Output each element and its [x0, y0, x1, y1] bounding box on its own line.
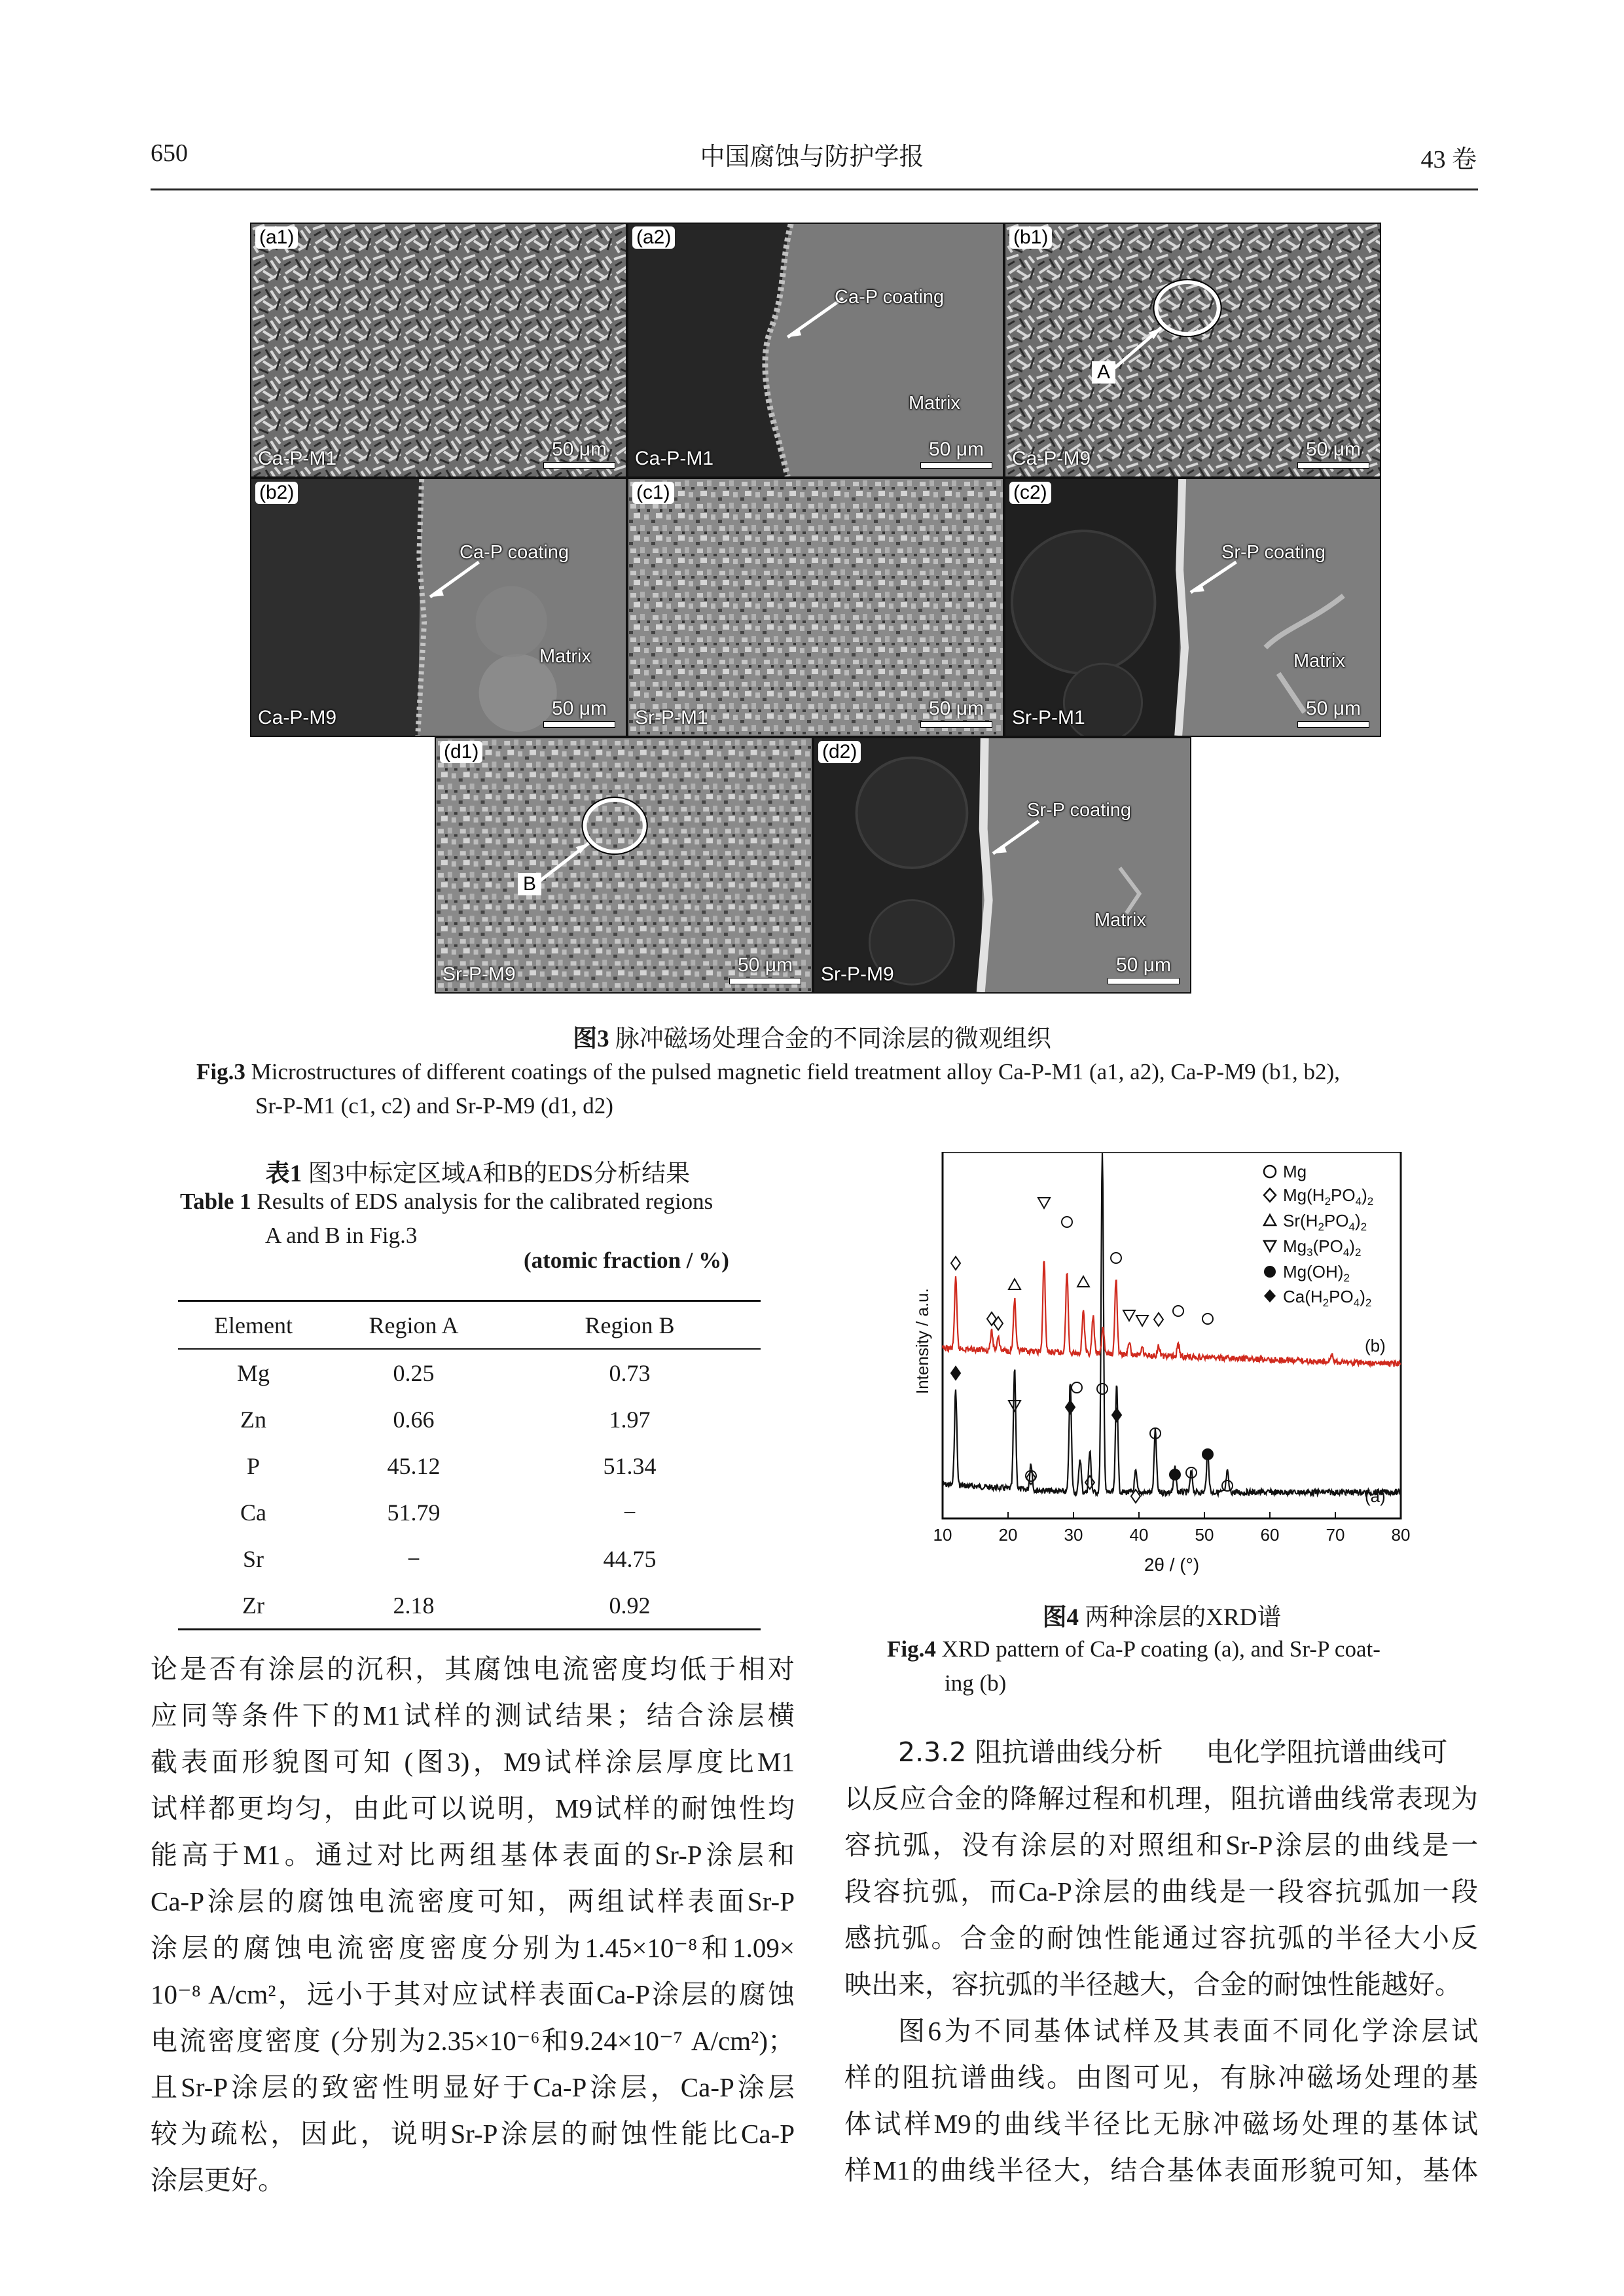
table1-unit: (atomic fraction / %)	[524, 1247, 729, 1273]
x-tick-label: 70	[1326, 1525, 1345, 1545]
table-header-region-b: Region B	[585, 1312, 675, 1338]
panel-label-a1: (a1)	[255, 226, 298, 249]
table1-title-cn: 表1 图3中标定区域A和B的EDS分析结果	[265, 1160, 691, 1187]
scale-bar-b1: 50 μm	[1297, 439, 1369, 469]
peak-marker	[1170, 1469, 1180, 1480]
legend-mg3po4: $Mg_3(PO_4)_2$	[1283, 1236, 1362, 1259]
x-tick-label: 60	[1260, 1525, 1280, 1545]
table-row: Ca 51.79 −	[240, 1499, 637, 1526]
sample-label-b2: Ca-P-M9	[258, 707, 337, 728]
matrix-label-d2: Matrix	[1094, 910, 1146, 931]
sample-label-d1: Sr-P-M9	[442, 963, 516, 985]
legend-marker-mgoh	[1264, 1266, 1276, 1278]
micrograph-c1	[627, 478, 1004, 737]
micrograph-b1	[1004, 223, 1381, 478]
table-row: Zr 2.18 0.92	[242, 1592, 651, 1619]
table-row: Mg 0.25 0.73	[236, 1359, 651, 1386]
sample-label-a1: Ca-P-M1	[258, 448, 337, 469]
panel-label-c1: (c1)	[632, 482, 674, 504]
coating-label-b2: Ca-P coating	[460, 542, 569, 563]
coating-label-c2: Sr-P coating	[1221, 542, 1326, 563]
scale-bar-d2: 50 μm	[1108, 954, 1180, 984]
scale-bar-c2: 50 μm	[1297, 698, 1369, 728]
plot-frame	[943, 1152, 1401, 1518]
series-label-b: (b)	[1365, 1336, 1386, 1355]
section-heading-2-3-2: 2.3.2 阻抗谱曲线分析	[898, 1736, 1163, 1768]
xrd-chart	[903, 1152, 1427, 1584]
sample-label-b1: Ca-P-M9	[1012, 448, 1091, 469]
legend-mg: Mg	[1283, 1162, 1307, 1181]
panel-label-a2: (a2)	[632, 226, 675, 249]
micrograph-c2	[1004, 478, 1381, 737]
series-label-a: (a)	[1365, 1486, 1386, 1506]
fig3-caption-cn: 图3 脉冲磁场处理合金的不同涂层的微观组织	[573, 1026, 1051, 1052]
panel-label-b2: (b2)	[255, 482, 298, 504]
header-rule	[151, 188, 1478, 190]
matrix-label-b2: Matrix	[539, 646, 591, 667]
fig4-caption-en: Fig.4 XRD pattern of Ca-P coating (a), and Sr-P coat- ing (b)	[887, 1636, 1380, 1696]
panel-label-c2: (c2)	[1009, 482, 1051, 504]
eds-table	[178, 1300, 761, 1630]
region-a-label: A	[1092, 361, 1115, 384]
left-body-text: 论是否有涂层的沉积，其腐蚀电流密度均低于相对 应同等条件下的M1试样的测试结果；结合涂层横 截表面形貌图可知 (图3)，M9试样涂层厚度比M1 试样都更均匀，由此可以说明，M9试样的耐蚀性均 能高于M1。通过对比两组基体表面的Sr-P涂层和 Ca-P涂层的腐蚀电流密度可知，两组试样表面Sr-P 涂层的腐蚀电流密度密度分别为1.45×10⁻⁸和1.09× 10⁻⁸ A/cm²，远小于其对应试样表面Ca-P涂层的腐蚀 电流密度密度 (分别为2.35×10⁻⁶和9.24×10⁻⁷ A/cm²)； 且Sr-P涂层的致密性明显好于Ca-P涂层，Ca-P涂层 较为疏松，因此，说明Sr-P涂层的耐蚀性能比Ca-P 涂层更好。	[151, 1654, 795, 2195]
region-b-label: B	[518, 873, 541, 895]
scale-bar-d1: 50 μm	[729, 954, 801, 984]
legend-mgh2po4: $Mg(H_2PO_4)_2$	[1283, 1185, 1374, 1208]
table-row: Zn 0.66 1.97	[240, 1406, 651, 1433]
right-body-text: 2.3.2 阻抗谱曲线分析 电化学阻抗谱曲线可 以反应合金的降解过程和机理，阻抗谱曲线常表现为 容抗弧，没有涂层的对照组和Sr-P涂层的曲线是一 段容抗弧，而Ca-P涂层的曲线是一段容抗弧加一段 感抗弧。合金的耐蚀性能通过容抗弧的半径大小反 映出来，容抗弧的半径越大，合金的耐蚀性能越好。 图6为不同基体试样及其表面不同化学涂层试 样的阻抗谱曲线。由图可见，有脉冲磁场处理的基 体试样M9的曲线半径比无脉冲磁场处理的基体试 样M1的曲线半径大，结合基体表面形貌可知，基体	[844, 1736, 1478, 2185]
table-header-region-a: Region A	[369, 1312, 459, 1338]
x-tick-label: 80	[1391, 1525, 1411, 1545]
matrix-label-a2: Matrix	[909, 393, 960, 414]
sample-label-d2: Sr-P-M9	[821, 963, 894, 985]
micrograph-a2	[627, 223, 1004, 478]
table-row: Sr − 44.75	[242, 1545, 657, 1572]
x-tick-label: 40	[1129, 1525, 1149, 1545]
peak-marker	[1202, 1449, 1213, 1460]
x-tick-label: 10	[933, 1525, 952, 1545]
micrograph-d1	[435, 737, 813, 994]
x-axis-label: 2θ / (°)	[1144, 1554, 1200, 1575]
panel-label-d2: (d2)	[818, 741, 861, 763]
journal-title: 中国腐蚀与防护学报	[700, 143, 924, 171]
micrograph-d2	[813, 737, 1191, 994]
scale-bar-c1: 50 μm	[920, 698, 992, 728]
table-header-element: Element	[214, 1312, 293, 1338]
sample-label-c2: Sr-P-M1	[1012, 707, 1085, 728]
x-tick-label: 50	[1195, 1525, 1214, 1545]
sample-label-c1: Sr-P-M1	[635, 707, 708, 728]
fig4-caption-cn: 图4 两种涂层的XRD谱	[1042, 1604, 1282, 1631]
micrograph-a1	[250, 223, 627, 478]
y-axis-label: Intensity / a.u.	[912, 1288, 932, 1394]
legend-srh2po4: $Sr(H_2PO_4)_2$	[1283, 1211, 1367, 1233]
scale-bar-a1: 50 μm	[543, 439, 615, 469]
table1-title-en: Table 1 Results of EDS analysis for the calibrated regions A and B in Fig.3	[180, 1189, 713, 1248]
legend-cah2po4: $Ca(H_2PO_4)_2$	[1283, 1287, 1372, 1309]
fig3-caption-en: Fig.3 Microstructures of different coatings of the pulsed magnetic field treatment alloy Ca-P-M1 (a1, a2), Ca-P-M9 (b1, b2), Sr-P-M1 (c1, c2) and Sr-P-M9 (d1, d2)	[196, 1059, 1340, 1119]
page-number: 650	[151, 139, 188, 167]
scale-bar-a2: 50 μm	[920, 439, 992, 469]
legend-mgoh: $Mg(OH)_2$	[1283, 1262, 1350, 1284]
volume-number: 43 卷	[1420, 146, 1477, 173]
sample-label-a2: Ca-P-M1	[635, 448, 714, 469]
coating-label-d2: Sr-P coating	[1027, 800, 1132, 821]
table-row: P 45.12 51.34	[246, 1452, 657, 1479]
matrix-label-c2: Matrix	[1293, 651, 1345, 672]
panel-label-b1: (b1)	[1009, 226, 1052, 249]
scale-bar-b2: 50 μm	[543, 698, 615, 728]
micrograph-b2	[250, 478, 627, 737]
x-tick-label: 30	[1064, 1525, 1083, 1545]
x-tick-label: 20	[998, 1525, 1018, 1545]
coating-label-a2: Ca-P coating	[835, 287, 945, 308]
panel-label-d1: (d1)	[440, 741, 482, 763]
